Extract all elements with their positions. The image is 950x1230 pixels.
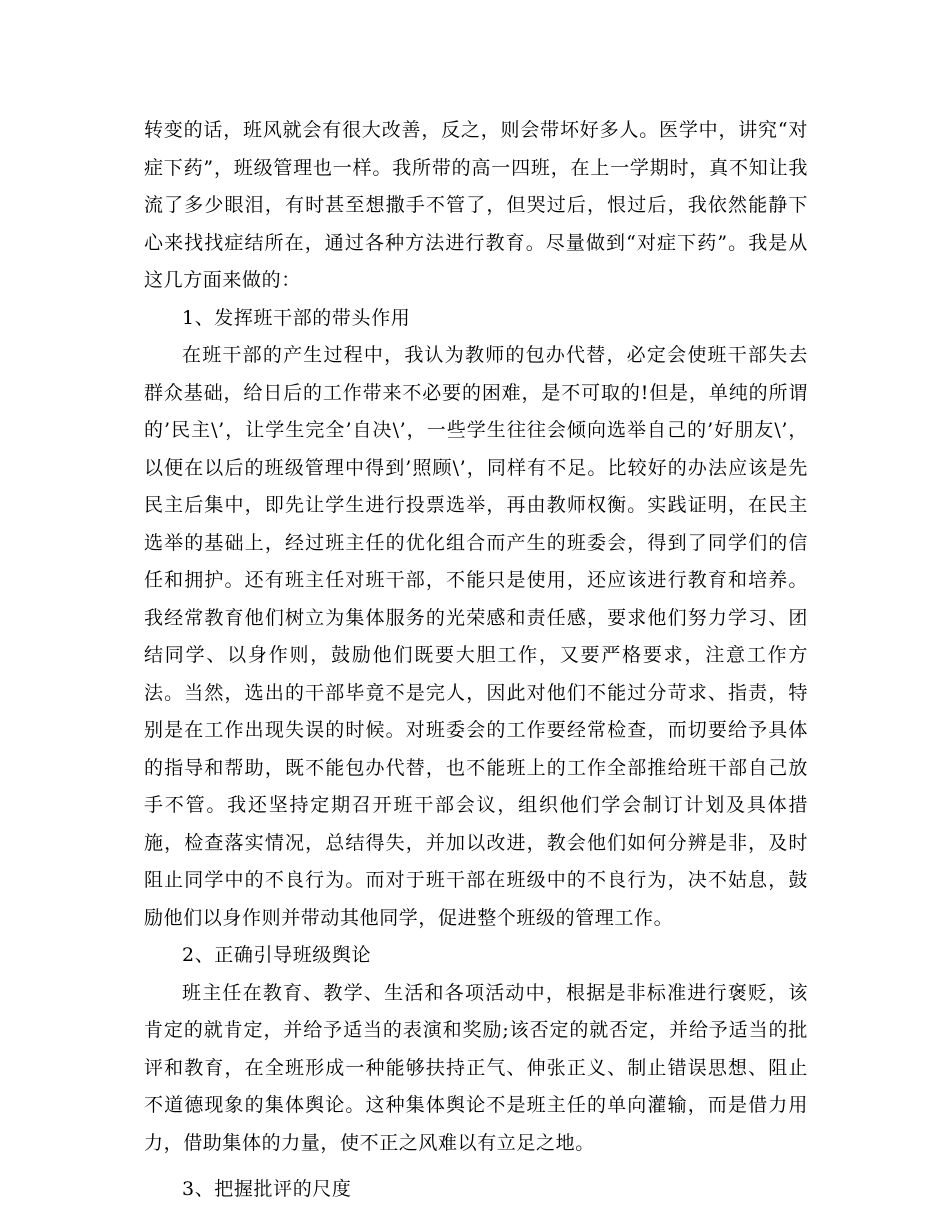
document-page <box>144 112 808 1209</box>
section-heading-3: 3、把握批评的尺度 <box>182 1178 352 1200</box>
body-paragraph-intro: 转变的话，班风就会有很大改善，反之，则会带坏好多人。医学中，讲究“对症下药”，班级管理也一样。我所带的高一四班，在上一学期时，真不知让我流了多少眼泪，有时甚至想撒手不管了，但哭过后，恨过后，我依然能静下心来找找症结所在，通过各种方法进行教育。尽量做到“对症下药”。我是从这几方面来做的： <box>144 119 808 291</box>
paragraph-spacer <box>144 1162 808 1171</box>
section-heading-1: 1、发挥班干部的带头作用 <box>182 306 411 329</box>
body-paragraph-public-opinion: 班主任在教育、教学、生活和各项活动中，根据是非标准进行褒贬，该肯定的就肯定，并给予适当的表演和奖励;该否定的就否定，并给予适当的批评和教育，在全班形成一种能够扶持正气、伸张正义、制止错误思想、阻止不道德现象的集体舆论。这种集体舆论不是班主任的单向灌输，而是借力用力，借助集体的力量，使不正之风难以有立足之地。 <box>144 981 808 1154</box>
section-heading-2: 2、正确引导班级舆论 <box>182 944 372 966</box>
body-paragraph-class-leaders: 在班干部的产生过程中，我认为教师的包办代替，必定会使班干部失去群众基础，给日后的工作带来不必要的困难，是不可取的!但是，单纯的所谓的’民主\’，让学生完全’自决\’，一些学生往往会倾向选举自己的’好朋友\’，以便在以后的班级管理中得到’照顾\’，同样有不足。比较好的办法应该是先民主后集中，即先让学生进行投票选举，再由教师权衡。实践证明，在民主选举的基础上，经过班主任的优化组合而产生的班委会，得到了同学们的信任和拥护。还有班主任对班干部，不能只是使用，还应该进行教育和培养。我经常教育他们树立为集体服务的光荣感和责任感，要求他们努力学习、团结同学、以身作则，鼓励他们既要大胆工作，又要严格要求，注意工作方法。当然，选出的干部毕竟不是完人，因此对他们不能过分苛求、指责，特别是在工作出现失误的时候。对班委会的工作要经常检查，而切要给予具体的指导和帮助，既不能包办代替，也不能班上的工作全部推给班干部自己放手不管。我还坚持定期召开班干部会议，组织他们学会制订计划及具体措施，检查落实情况，总结得失，并加以改进，教会他们如何分辨是非，及时阻止同学中的不良行为。而对于班干部在班级中的不良行为，决不姑息，鼓励他们以身作则并带动其他同学，促进整个班级的管理工作。 <box>144 344 808 929</box>
